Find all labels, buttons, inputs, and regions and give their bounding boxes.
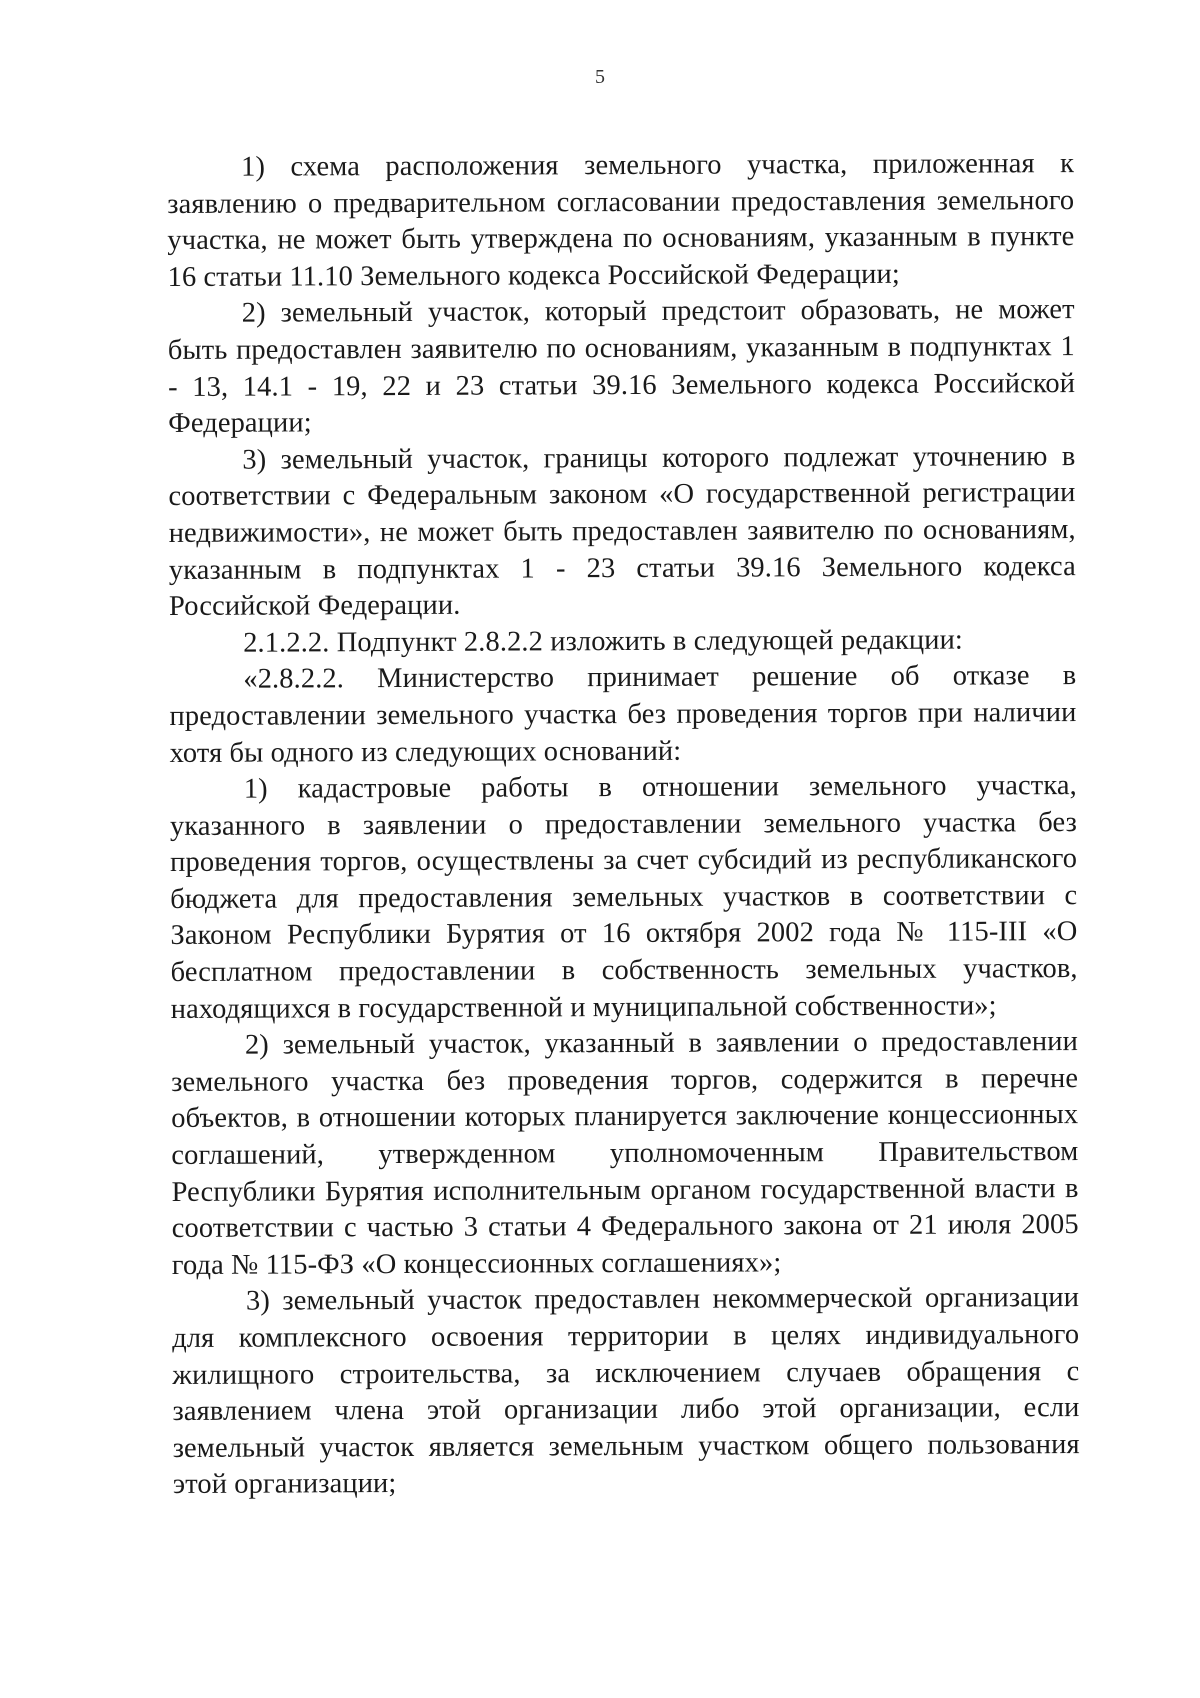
paragraph-ground-1-cadastral: 1) кадастровые работы в отношении земельного участка, указанного в заявлении о предоставлении земельного участка без проведения торгов, осуществлены за счет субсидий из республиканского бюджета для предоставления земельных участков в соответствии с Законом Республики Бурятия от 16 октября 2002 года № 115-III «О бесплатном предоставлении в собственность земельных участков, находящихся в государственной и муниципальной собственности»; <box>169 770 1078 1025</box>
page-number: 5 <box>595 66 605 88</box>
paragraph-item-3-boundaries: 3) земельный участок, границы которого подлежат уточнению в соответствии с Федеральным законом «О государственной регистрации недвижимости», не может быть предоставлен заявителю по основаниям, указанным в подпунктах 1 - 23 статьи 39.16 Земельного кодекса Российской Федерации. <box>168 440 1076 623</box>
paragraph-item-2-land-to-form: 2) земельный участок, который предстоит образовать, не может быть предоставлен заявителю по основаниям, указанным в подпунктах 1 - 13, 14.1 - 19, 22 и 23 статьи 39.16 Земельного кодекса Российской Федерации; <box>167 294 1076 440</box>
document-body <box>167 146 1080 1504</box>
paragraph-clause-2-8-2-2: «2.8.2.2. Министерство принимает решение об отказе в предоставлении земельного участка без проведения торгов при наличии хотя бы одного из следующих оснований: <box>169 660 1077 769</box>
paragraph-ground-2-concession: 2) земельный участок, указанный в заявлении о предоставлении земельного участка без проведения торгов, содержится в перечне объектов, в отношении которых планируется заключение концессионных соглашений, утвержденном уполномоченным Правительством Республики Бурятия исполнительным органом государственной власти в соответствии с частью 3 статьи 4 Федерального закона от 21 июля 2005 года № 115-ФЗ «О концессионных соглашениях»; <box>171 1026 1079 1281</box>
paragraph-ground-3-nonprofit: 3) земельный участок предоставлен некоммерческой организации для комплексного освоения территории в целях индивидуального жилищного строительства, за исключением случаев обращения с заявлением члена этой организации либо этой организации, если земельный участок является земельным участком общего пользования этой организации; <box>172 1282 1080 1501</box>
paragraph-amendment-heading: 2.1.2.2. Подпункт 2.8.2.2 изложить в следующей редакции: <box>243 624 963 659</box>
paragraph-item-1-map-scheme: 1) схема расположения земельного участка, приложенная к заявлению о предварительном согласовании предоставления земельного участка, не может быть утверждена по основаниям, указанным в пункте 16 статьи 11.10 Земельного кодекса Российской Федерации; <box>167 148 1075 293</box>
